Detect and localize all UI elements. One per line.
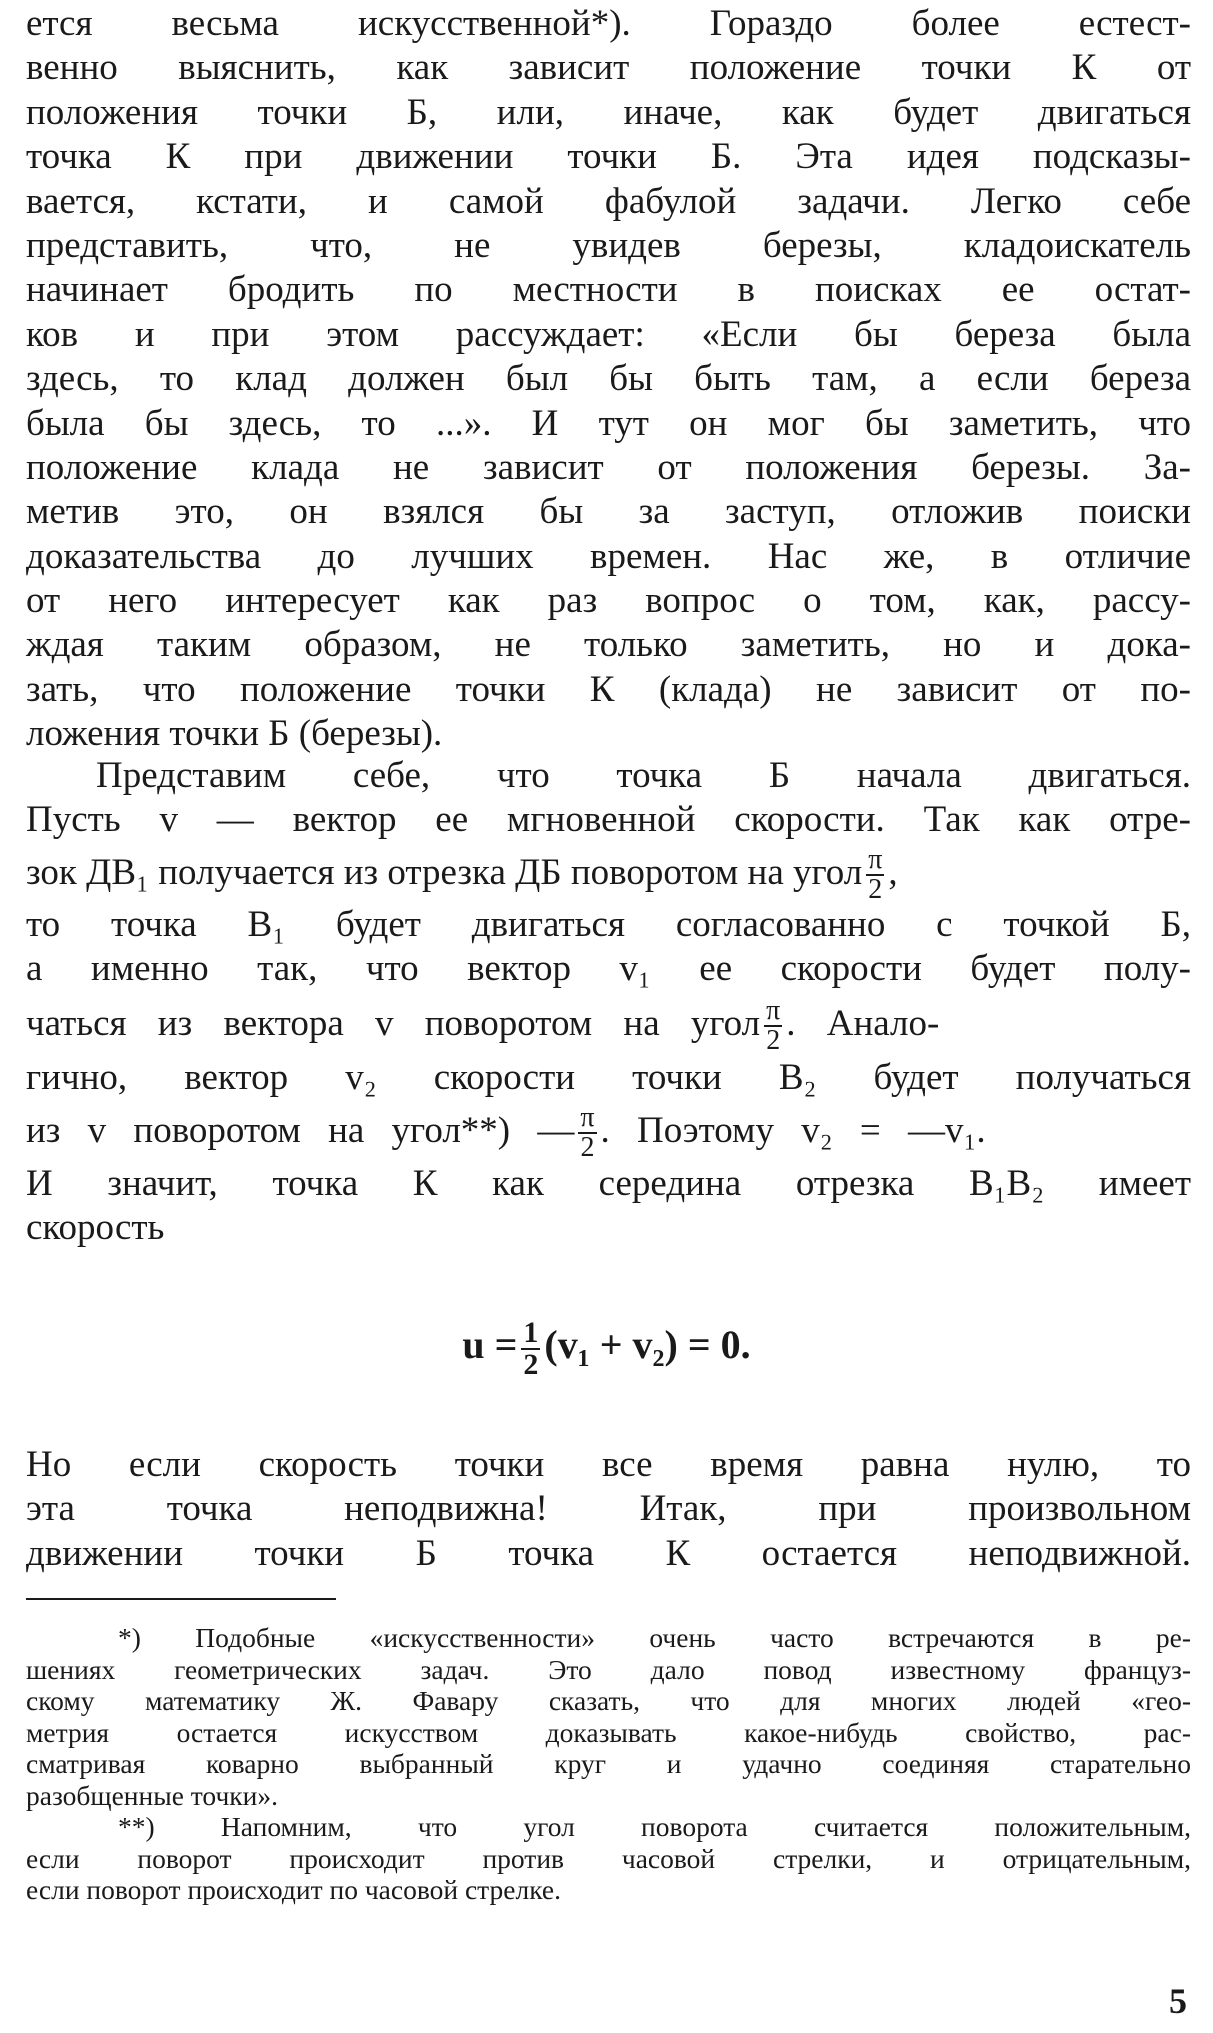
footnote-line: метрия остается искусством доказывать какое-нибудь свойство, рас- (26, 1716, 1191, 1748)
fraction-denominator: 2 (868, 874, 883, 906)
text-line: Представим себе, что точка Б начала двигаться. (96, 755, 1191, 796)
fraction-one-half (521, 1318, 540, 1380)
text-line: точка К при движении точки Б. Эта идея подсказы- (26, 136, 1191, 178)
fraction-numerator: π (766, 995, 781, 1027)
footnote-line: *) Подобные «искусственности» очень часто встречаются в ре- (118, 1622, 1191, 1653)
text-line: И значит, точка К как середина отрезка В₁В₂ имеет (26, 1162, 1191, 1204)
fraction-pi-over-2 (866, 846, 884, 904)
text-segment: . Поэтому v₂ = —v₁. (600, 1109, 986, 1151)
footnote-line: шениях геометрических задач. Это дало повод известному француз- (26, 1653, 1191, 1685)
text-line: положение клада не зависит от положения березы. За- (26, 446, 1191, 488)
footnotes (26, 1622, 1191, 1906)
text-segment: из v поворотом на угол**) — (26, 1109, 575, 1151)
paragraph-3 (26, 1443, 1213, 1576)
text-segment: , (888, 851, 898, 893)
text-segment: . Анало- (786, 1002, 940, 1044)
text-line: венно выяснить, как зависит положение точки К от (26, 47, 1191, 89)
text-line: Но если скорость точки все время равна нулю, то (26, 1444, 1191, 1485)
formula-rhs: (v₁ + v₂) = 0. (544, 1322, 751, 1368)
text-line: ждая таким образом, не только заметить, но и дока- (26, 624, 1191, 666)
text-line: начинает бродить по местности в поисках ее остат- (26, 269, 1191, 311)
text-line-with-fraction (26, 843, 1213, 906)
text-line: положения точки Б, или, иначе, как будет двигаться (26, 91, 1191, 133)
text-line: а именно так, что вектор v₁ ее скорости будет полу- (26, 948, 1191, 990)
page-number: 5 (1169, 1981, 1187, 2021)
fraction-numerator: π (580, 1102, 595, 1134)
fraction-numerator: π (868, 844, 883, 876)
text-segment: чаться из вектора v поворотом на угол (26, 1002, 761, 1044)
footnote-line: **) Напомним, что угол поворота считается положительным, (118, 1811, 1191, 1842)
text-segment: зок ДВ₁ получается из отрезка ДБ поворотом на угол (26, 851, 863, 893)
text-line: метив это, он взялся бы за заступ, отложив поиски (26, 491, 1191, 533)
text-line: ется весьма искусственной*). Гораздо более естест- (26, 3, 1191, 44)
fraction-pi-over-2 (578, 1104, 596, 1162)
text-line: здесь, то клад должен был бы быть там, а если береза (26, 358, 1191, 400)
paragraph-1 (26, 2, 1213, 757)
footnote-line: разобщенные точки». (26, 1779, 278, 1811)
text-line: ков и при этом рассуждает: «Если бы береза была (26, 313, 1191, 355)
text-line: вается, кстати, и самой фабулой задачи. Легко себе (26, 180, 1191, 222)
fraction-numerator: 1 (523, 1316, 539, 1349)
text-line: от него интересует как раз вопрос о том, как, рассу- (26, 580, 1191, 622)
text-line: Пусть v — вектор ее мгновенной скорости. Так как отре- (26, 799, 1191, 841)
text-line: ложения точки Б (березы). (26, 713, 443, 755)
footnote-line: если поворот происходит по часовой стрелке. (26, 1874, 561, 1905)
footnote-separator (26, 1598, 336, 1600)
text-line-with-fraction (26, 992, 1213, 1056)
fraction-denominator: 2 (766, 1025, 781, 1057)
text-line: была бы здесь, то ...». И тут он мог бы заметить, что (26, 402, 1191, 444)
text-line: эта точка неподвижна! Итак, при произвольном (26, 1488, 1191, 1530)
text-line: движении точки Б точка К остается неподвижной. (26, 1532, 1191, 1574)
fraction-pi-over-2 (764, 997, 782, 1055)
fraction-denominator: 2 (580, 1132, 595, 1164)
text-line: зать, что положение точки К (клада) не зависит от по- (26, 668, 1191, 710)
formula-lhs: u = (462, 1322, 518, 1368)
text-line: скорость (26, 1207, 165, 1249)
text-line-with-fraction (26, 1100, 1213, 1162)
footnote-line: скому математику Ж. Фавару сказать, что для многих людей «гео- (26, 1685, 1191, 1716)
velocity-formula (0, 1318, 1213, 1380)
paragraph-2 (26, 754, 1213, 1251)
text-line: доказательства до лучших времен. Нас же, в отличие (26, 535, 1191, 577)
footnote-line: сматривая коварно выбранный круг и удачно соединяя старательно (26, 1748, 1191, 1779)
text-line: то точка В₁ будет двигаться согласованно с точкой Б, (26, 903, 1191, 945)
fraction-denominator: 2 (523, 1348, 539, 1381)
text-line: гично, вектор v₂ скорости точки В₂ будет получаться (26, 1056, 1191, 1098)
footnote-line: если поворот происходит против часовой стрелки, и отрицательным, (26, 1842, 1191, 1874)
text-line: представить, что, не увидев березы, кладоискатель (26, 224, 1191, 266)
